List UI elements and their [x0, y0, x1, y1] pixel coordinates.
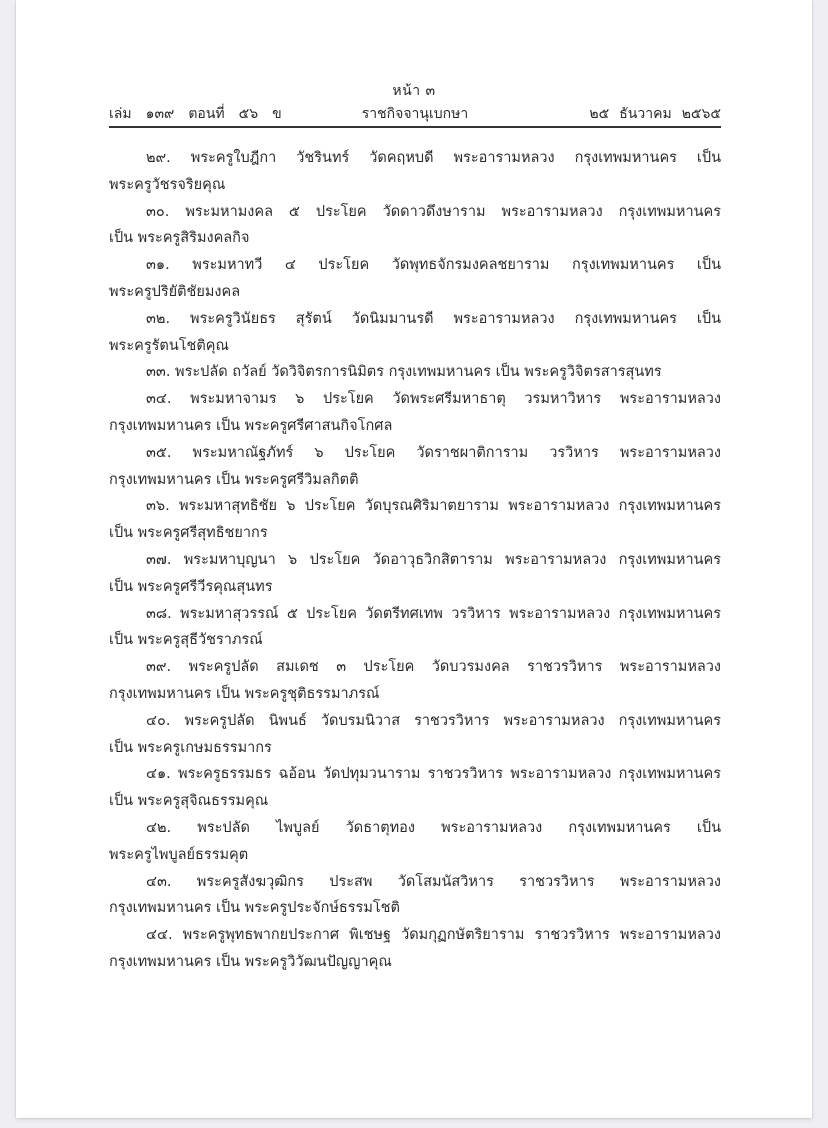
list-item	[109, 145, 721, 199]
list-item	[109, 199, 721, 253]
publication-title: ราชกิจจานุเบกษา	[361, 106, 469, 122]
list-item	[109, 869, 721, 923]
section-number: ๕๖	[238, 106, 259, 122]
item-line-1: ๓๘. พระมหาสุวรรณ์ ๕ ประโยค วัดตรีทศเทพ วรวิหาร พระอารามหลวง กรุงเทพมหานคร	[146, 605, 721, 622]
item-line-2: เป็น พระครูสิริมงคลกิจ	[109, 230, 250, 247]
item-line-2: พระครูรัตนโชติคุณ	[109, 337, 229, 354]
item-line-2: เป็น พระครูศรีสุทธิชยากร	[109, 525, 268, 542]
item-line-1: ๒๙. พระครูใบฎีกา วัชรินทร์ วัดคฤหบดี พระอารามหลวง กรุงเทพมหานคร เป็น	[146, 150, 721, 166]
list-item	[109, 601, 721, 655]
section-label: ตอนที่	[188, 106, 225, 122]
list-item	[109, 252, 721, 306]
appointment-list	[109, 145, 721, 976]
list-item	[109, 359, 721, 386]
list-item	[109, 761, 721, 815]
item-line-2: กรุงเทพมหานคร เป็น พระครูศรีวิมลกิตติ	[109, 471, 359, 488]
item-line-2: พระครูวัชรจริยคุณ	[109, 176, 226, 193]
item-line-2: กรุงเทพมหานคร เป็น พระครูศรีศาสนกิจโกศล	[109, 417, 393, 434]
item-line-2: พระครูปริยัติชัยมงคล	[109, 283, 241, 300]
item-line-1: ๓๓. พระปลัด ถวัลย์ วัดวิจิตรการนิมิตร กรุงเทพมหานคร เป็น พระครูวิจิตรสารสุนทร	[146, 364, 662, 381]
item-line-2: กรุงเทพมหานคร เป็น พระครูประจักษ์ธรรมโชติ	[109, 900, 400, 917]
date-month: ธันวาคม	[619, 106, 672, 122]
item-line-2: เป็น พระครูศรีวีรคุณสุนทร	[109, 578, 273, 595]
volume-label: เล่ม	[109, 106, 132, 122]
item-line-1: ๓๔. พระมหาจามร ๖ ประโยค วัดพระศรีมหาธาตุ วรมหาวิหาร พระอารามหลวง	[146, 391, 721, 408]
item-line-2: เป็น พระครูเกษมธรรมากร	[109, 739, 272, 756]
volume-number: ๑๓๙	[145, 106, 175, 122]
list-item	[109, 708, 721, 762]
item-line-1: ๔๐. พระครูปลัด นิพนธ์ วัดบรมนิวาส ราชวรวิหาร พระอารามหลวง กรุงเทพมหานคร	[146, 712, 721, 729]
section-letter: ข	[272, 106, 282, 122]
item-line-1: ๔๓. พระครูสังฆวุฒิกร ประสพ วัดโสมนัสวิหาร ราชวรวิหาร พระอารามหลวง	[146, 873, 721, 890]
item-line-1: ๓๕. พระมหาณัฐภัทร์ ๖ ประโยค วัดราชผาติการาม วรวิหาร พระอารามหลวง	[146, 444, 721, 461]
item-line-2: เป็น พระครูสุธีวัชราภรณ์	[109, 632, 263, 649]
list-item	[109, 922, 721, 976]
page-number: หน้า ๓	[392, 83, 436, 99]
item-line-2: กรุงเทพมหานคร เป็น พระครูชุติธรรมาภรณ์	[109, 685, 380, 702]
list-item	[109, 493, 721, 547]
list-item	[109, 654, 721, 708]
item-line-1: ๓๐. พระมหามงคล ๕ ประโยค วัดดาวดึงษาราม พระอารามหลวง กรุงเทพมหานคร	[146, 203, 721, 220]
item-line-1: ๔๔. พระครูพุทธพากยประกาศ พิเชษฐ วัดมกุฏกษัตริยาราม ราชวรวิหาร พระอารามหลวง	[146, 927, 721, 944]
item-line-1: ๓๒. พระครูวินัยธร สุรัตน์ วัดนิมมานรดี พระอารามหลวง กรุงเทพมหานคร เป็น	[146, 310, 721, 327]
date-year: ๒๕๖๕	[681, 106, 721, 122]
list-item	[109, 386, 721, 440]
list-item	[109, 440, 721, 494]
item-line-1: ๔๑. พระครูธรรมธร ฉอ้อน วัดปทุมวนาราม ราชวรวิหาร พระอารามหลวง กรุงเทพมหานคร	[146, 766, 721, 783]
list-item	[109, 815, 721, 869]
item-line-1: ๓๑. พระมหาทวี ๔ ประโยค วัดพุทธจักรมงคลชยาราม กรุงเทพมหานคร เป็น	[146, 257, 721, 274]
document-page	[16, 0, 812, 1118]
list-item	[109, 547, 721, 601]
item-line-1: ๓๖. พระมหาสุทธิชัย ๖ ประโยค วัดบุรณศิริมาตยาราม พระอารามหลวง กรุงเทพมหานคร	[146, 498, 721, 515]
item-line-2: พระครูไพบูลย์ธรรมคุต	[109, 846, 249, 863]
gazette-header	[109, 103, 721, 125]
item-line-2: กรุงเทพมหานคร เป็น พระครูวิวัฒนปัญญาคุณ	[109, 953, 392, 970]
item-line-1: ๔๒. พระปลัด ไพบูลย์ วัดธาตุทอง พระอารามหลวง กรุงเทพมหานคร เป็น	[146, 819, 721, 836]
item-line-1: ๓๙. พระครูปลัด สมเดช ๓ ประโยค วัดบวรมงคล ราชวรวิหาร พระอารามหลวง	[146, 659, 721, 676]
item-line-1: ๓๗. พระมหาบุญนา ๖ ประโยค วัดอาวุธวิกสิตาราม พระอารามหลวง กรุงเทพมหานคร	[146, 551, 721, 568]
list-item	[109, 306, 721, 360]
item-line-2: เป็น พระครูสุจิณธรรมคุณ	[109, 793, 269, 810]
header-divider	[109, 126, 721, 128]
date-day: ๒๕	[589, 106, 610, 122]
